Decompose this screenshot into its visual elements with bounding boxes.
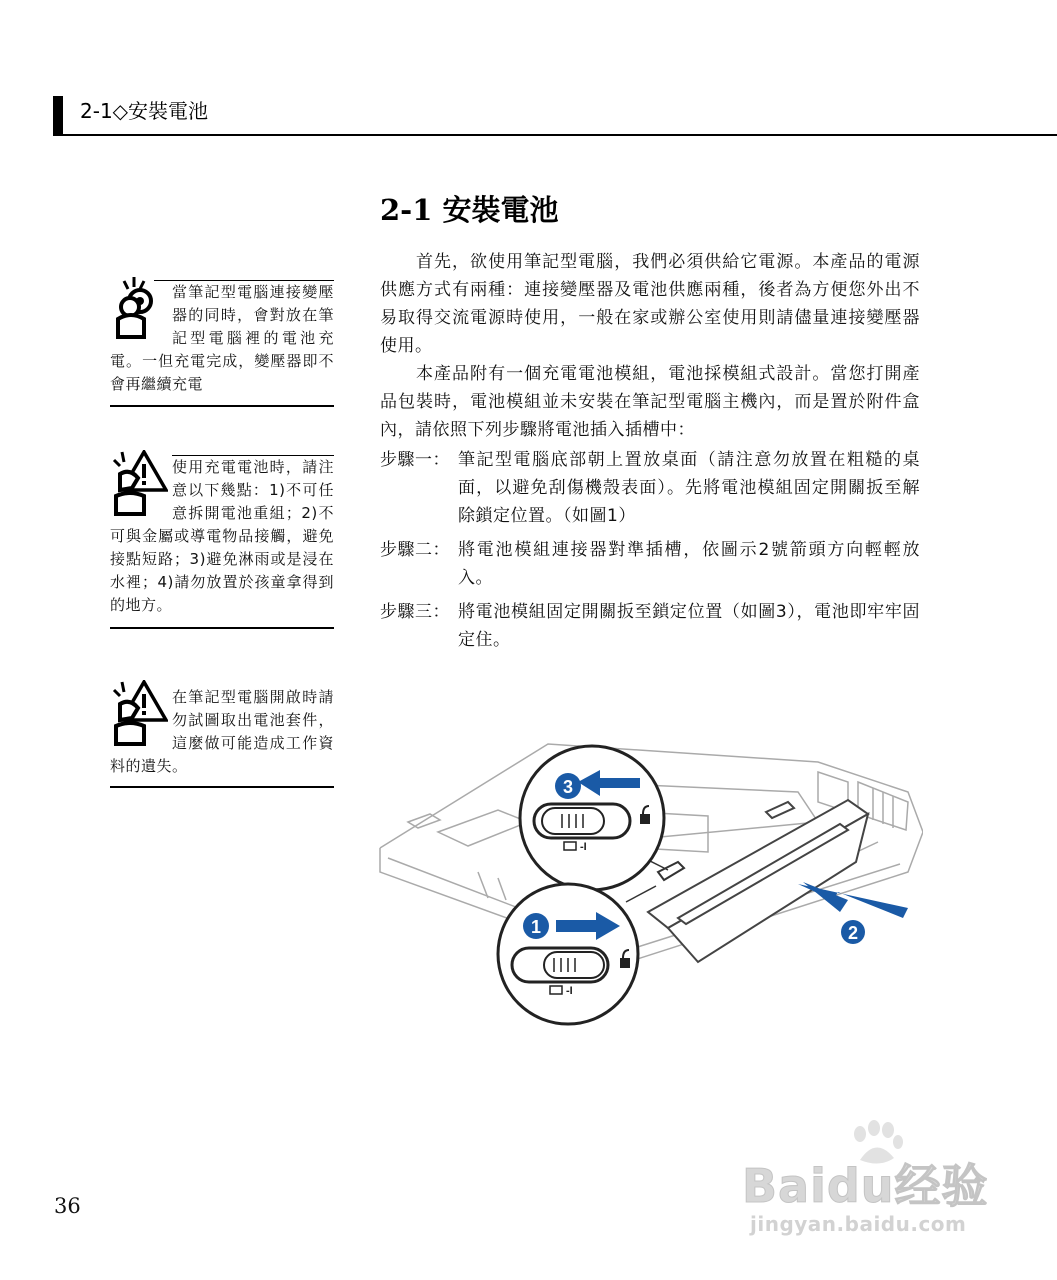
note-top-rule [154,280,334,281]
intro-paragraph: 首先，欲使用筆記型電腦，我們必須供給它電源。本產品的電源供應方式有兩種：連接變壓器及電池供應兩種，後者為方便您外出不易取得交流電源時使用，一般在家或辦公室使用則請儘量連接變壓器使用。 [380,252,920,356]
warning-icon [110,680,168,746]
step-three [380,598,920,654]
watermark-logo: Baidu经验 [742,1159,989,1213]
step-text: 將電池模組連接器對準插槽，依圖示2號箭頭方向輕輕放入。 [458,540,920,588]
idea-icon [110,275,168,341]
note-divider [110,627,334,629]
note-text: 在筆記型電腦開啟時請勿試圖取出電池套件，這麼做可能造成工作資料的遺失。 [110,688,334,775]
callout-2: 2 [847,923,859,943]
side-note-removal-warning [110,686,334,778]
baidu-watermark [742,1120,1002,1240]
section-title: 2-1 安裝電池 [380,193,559,227]
step-one [380,446,920,530]
note-top-rule [172,455,334,456]
step-label: 步驟一： [380,450,450,470]
switch-label: -I [580,841,587,853]
page-number: 36 [54,1194,81,1218]
note-divider [110,405,334,407]
switch-label: -I [566,985,573,997]
watermark-url: jingyan.baidu.com [750,1212,967,1236]
running-header: 2-1◇安裝電池 [80,99,209,123]
step-two [380,536,920,592]
battery-paragraph: 本產品附有一個充電電池模組，電池採模組式設計。當您打開產品包裝時，電池模組並未安裝在筆記型電腦主機內，而是置於附件盒內，請依照下列步驟將電池插入插槽中： [380,364,920,440]
callout-3: 3 [562,777,574,797]
step-label: 步驟三： [380,602,450,622]
step-text: 將電池模組固定開關扳至鎖定位置（如圖3），電池即牢牢固定住。 [458,602,920,650]
note-text: 當筆記型電腦連接變壓器的同時，會對放在筆記型電腦裡的電池充電。一但充電完成，變壓器即不會再繼續充電 [110,283,334,393]
battery-install-illustration [378,722,923,1040]
note-text: 使用充電電池時，請注意以下幾點：1)不可任意拆開電池重組；2)不可與金屬或導電物品接觸，避免接點短路；3)避免淋雨或是浸在水裡；4)請勿放置於孩童拿得到的地方。 [110,458,334,614]
callout-1: 1 [530,917,542,937]
side-note-battery-safety [110,456,334,617]
side-note-charging [110,281,334,396]
step-label: 步驟二： [380,540,450,560]
header-divider [53,134,1057,136]
step-text: 筆記型電腦底部朝上置放桌面（請注意勿放置在粗糙的桌面，以避免刮傷機殼表面）。先將電池模組固定開關扳至解除鎖定位置。（如圖1） [458,450,920,526]
header-bar [53,96,63,136]
warning-icon [110,450,168,516]
note-divider [110,786,334,788]
